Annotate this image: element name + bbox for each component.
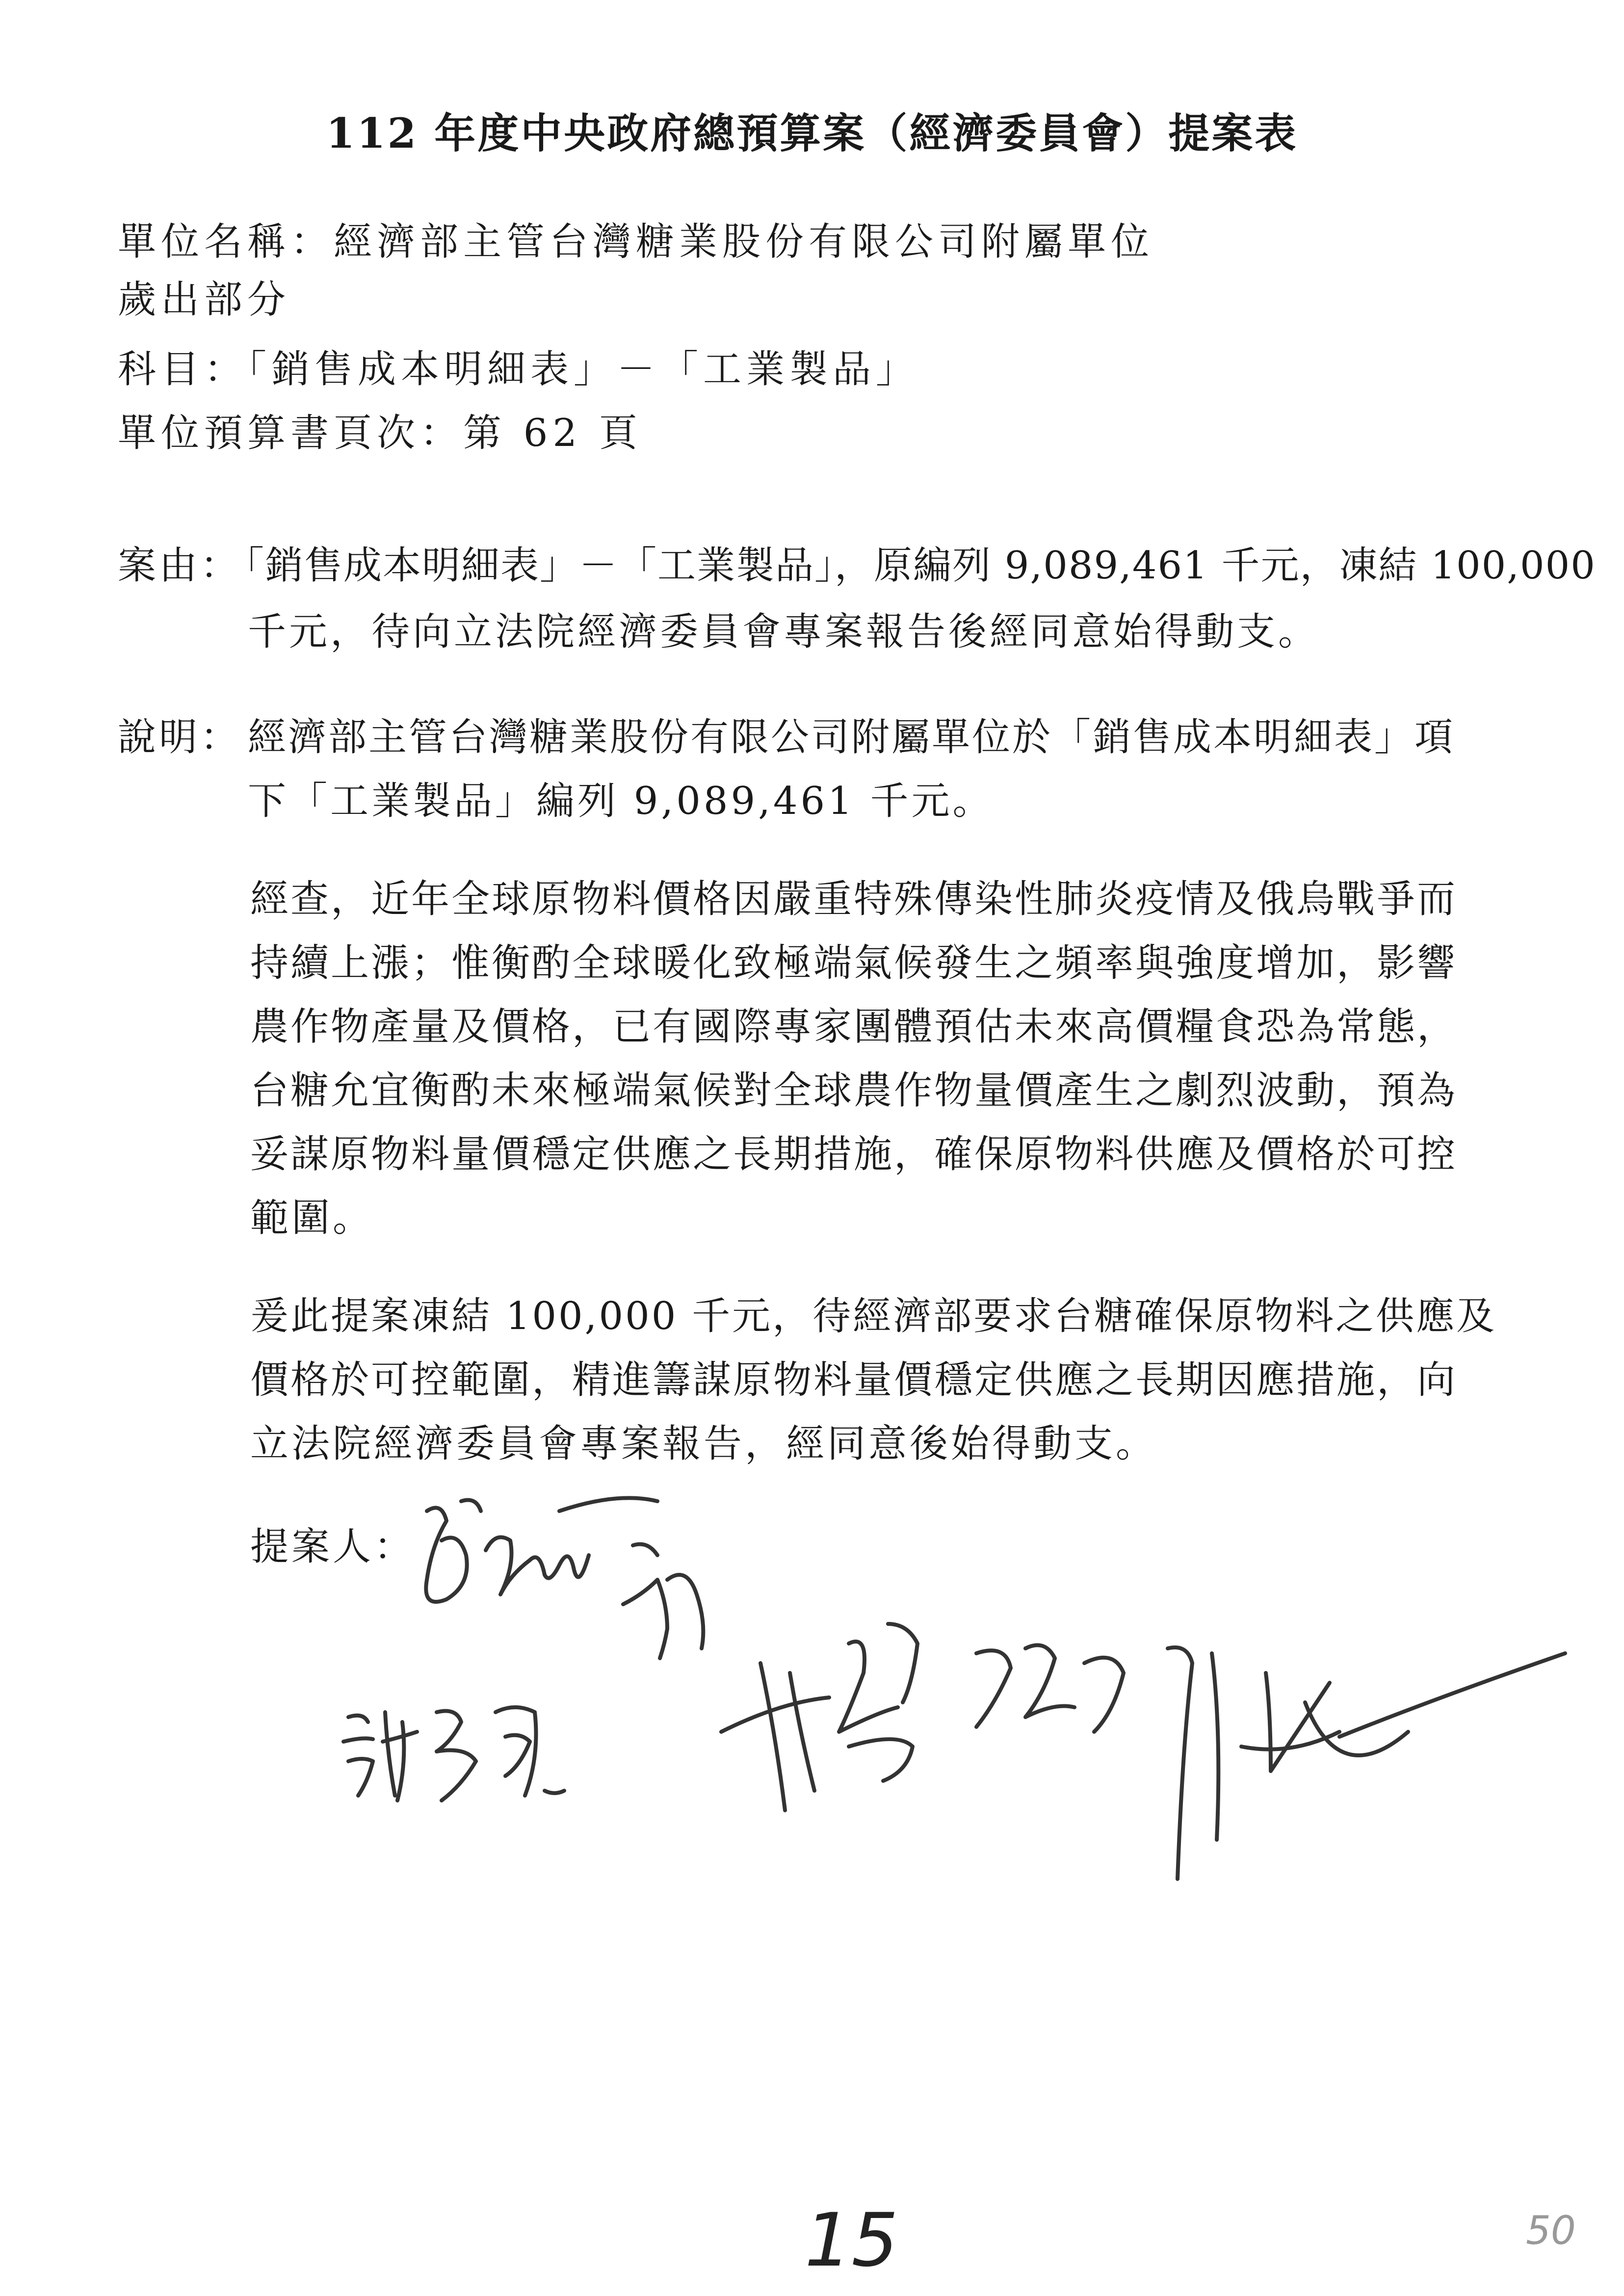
proposer-label: 提案人：: [250, 1525, 416, 1569]
signature-3: [702, 1585, 1570, 1987]
budget-page-ref: 單位預算書頁次：第 62 頁: [118, 411, 642, 455]
explanation-label: 說明：: [118, 715, 242, 759]
page-number-handwritten: 15: [805, 2198, 898, 2283]
page-title: 112 年度中央政府總預算案（經濟委員會）提案表: [326, 109, 1298, 157]
section-label: 歲出部分: [118, 278, 291, 322]
case-label: 案由：: [118, 544, 242, 588]
paragraph-line: 範圍。: [250, 1196, 374, 1240]
paragraph-line: 爰此提案凍結 100,000 千元，待經濟部要求台糖確保原物料之供應及: [250, 1294, 1497, 1338]
signature-2: [339, 1683, 702, 1850]
explanation-line: 下「工業製品」編列 9,089,461 千元。: [248, 779, 994, 823]
case-line: 「銷售成本明細表」－「工業製品」，原編列 9,089,461 千元，凍結 100,000: [226, 544, 1596, 588]
paragraph-line: 持續上漲；惟衡酌全球暖化致極端氣候發生之頻率與強度增加，影響: [250, 941, 1458, 985]
subject-line: 科目：「銷售成本明細表」－「工業製品」: [118, 347, 919, 391]
unit-name: 單位名稱：經濟部主管台灣糖業股份有限公司附屬單位: [118, 220, 1154, 264]
corner-number-handwritten: 50: [1526, 2208, 1576, 2253]
paragraph-line: 經查，近年全球原物料價格因嚴重特殊傳染性肺炎疫情及俄烏戰爭而: [250, 877, 1458, 921]
paragraph-line: 農作物產量及價格，已有國際專家團體預估未來高價糧食恐為常態，: [250, 1005, 1458, 1049]
paragraph-line: 價格於可控範圍，精進籌謀原物料量價穩定供應之長期因應措施，向: [250, 1358, 1458, 1402]
paragraph-line: 妥謀原物料量價穩定供應之長期措施，確保原物料供應及價格於可控: [250, 1132, 1458, 1176]
case-line: 千元，待向立法院經濟委員會專案報告後經同意始得動支。: [248, 610, 1320, 654]
paragraph-line: 台糖允宜衡酌未來極端氣候對全球農作物量價產生之劇烈波動，預為: [250, 1069, 1458, 1113]
paragraph-line: 立法院經濟委員會專案報告，經同意後始得動支。: [250, 1422, 1157, 1466]
explanation-line: 經濟部主管台灣糖業股份有限公司附屬單位於「銷售成本明細表」項: [248, 715, 1455, 759]
